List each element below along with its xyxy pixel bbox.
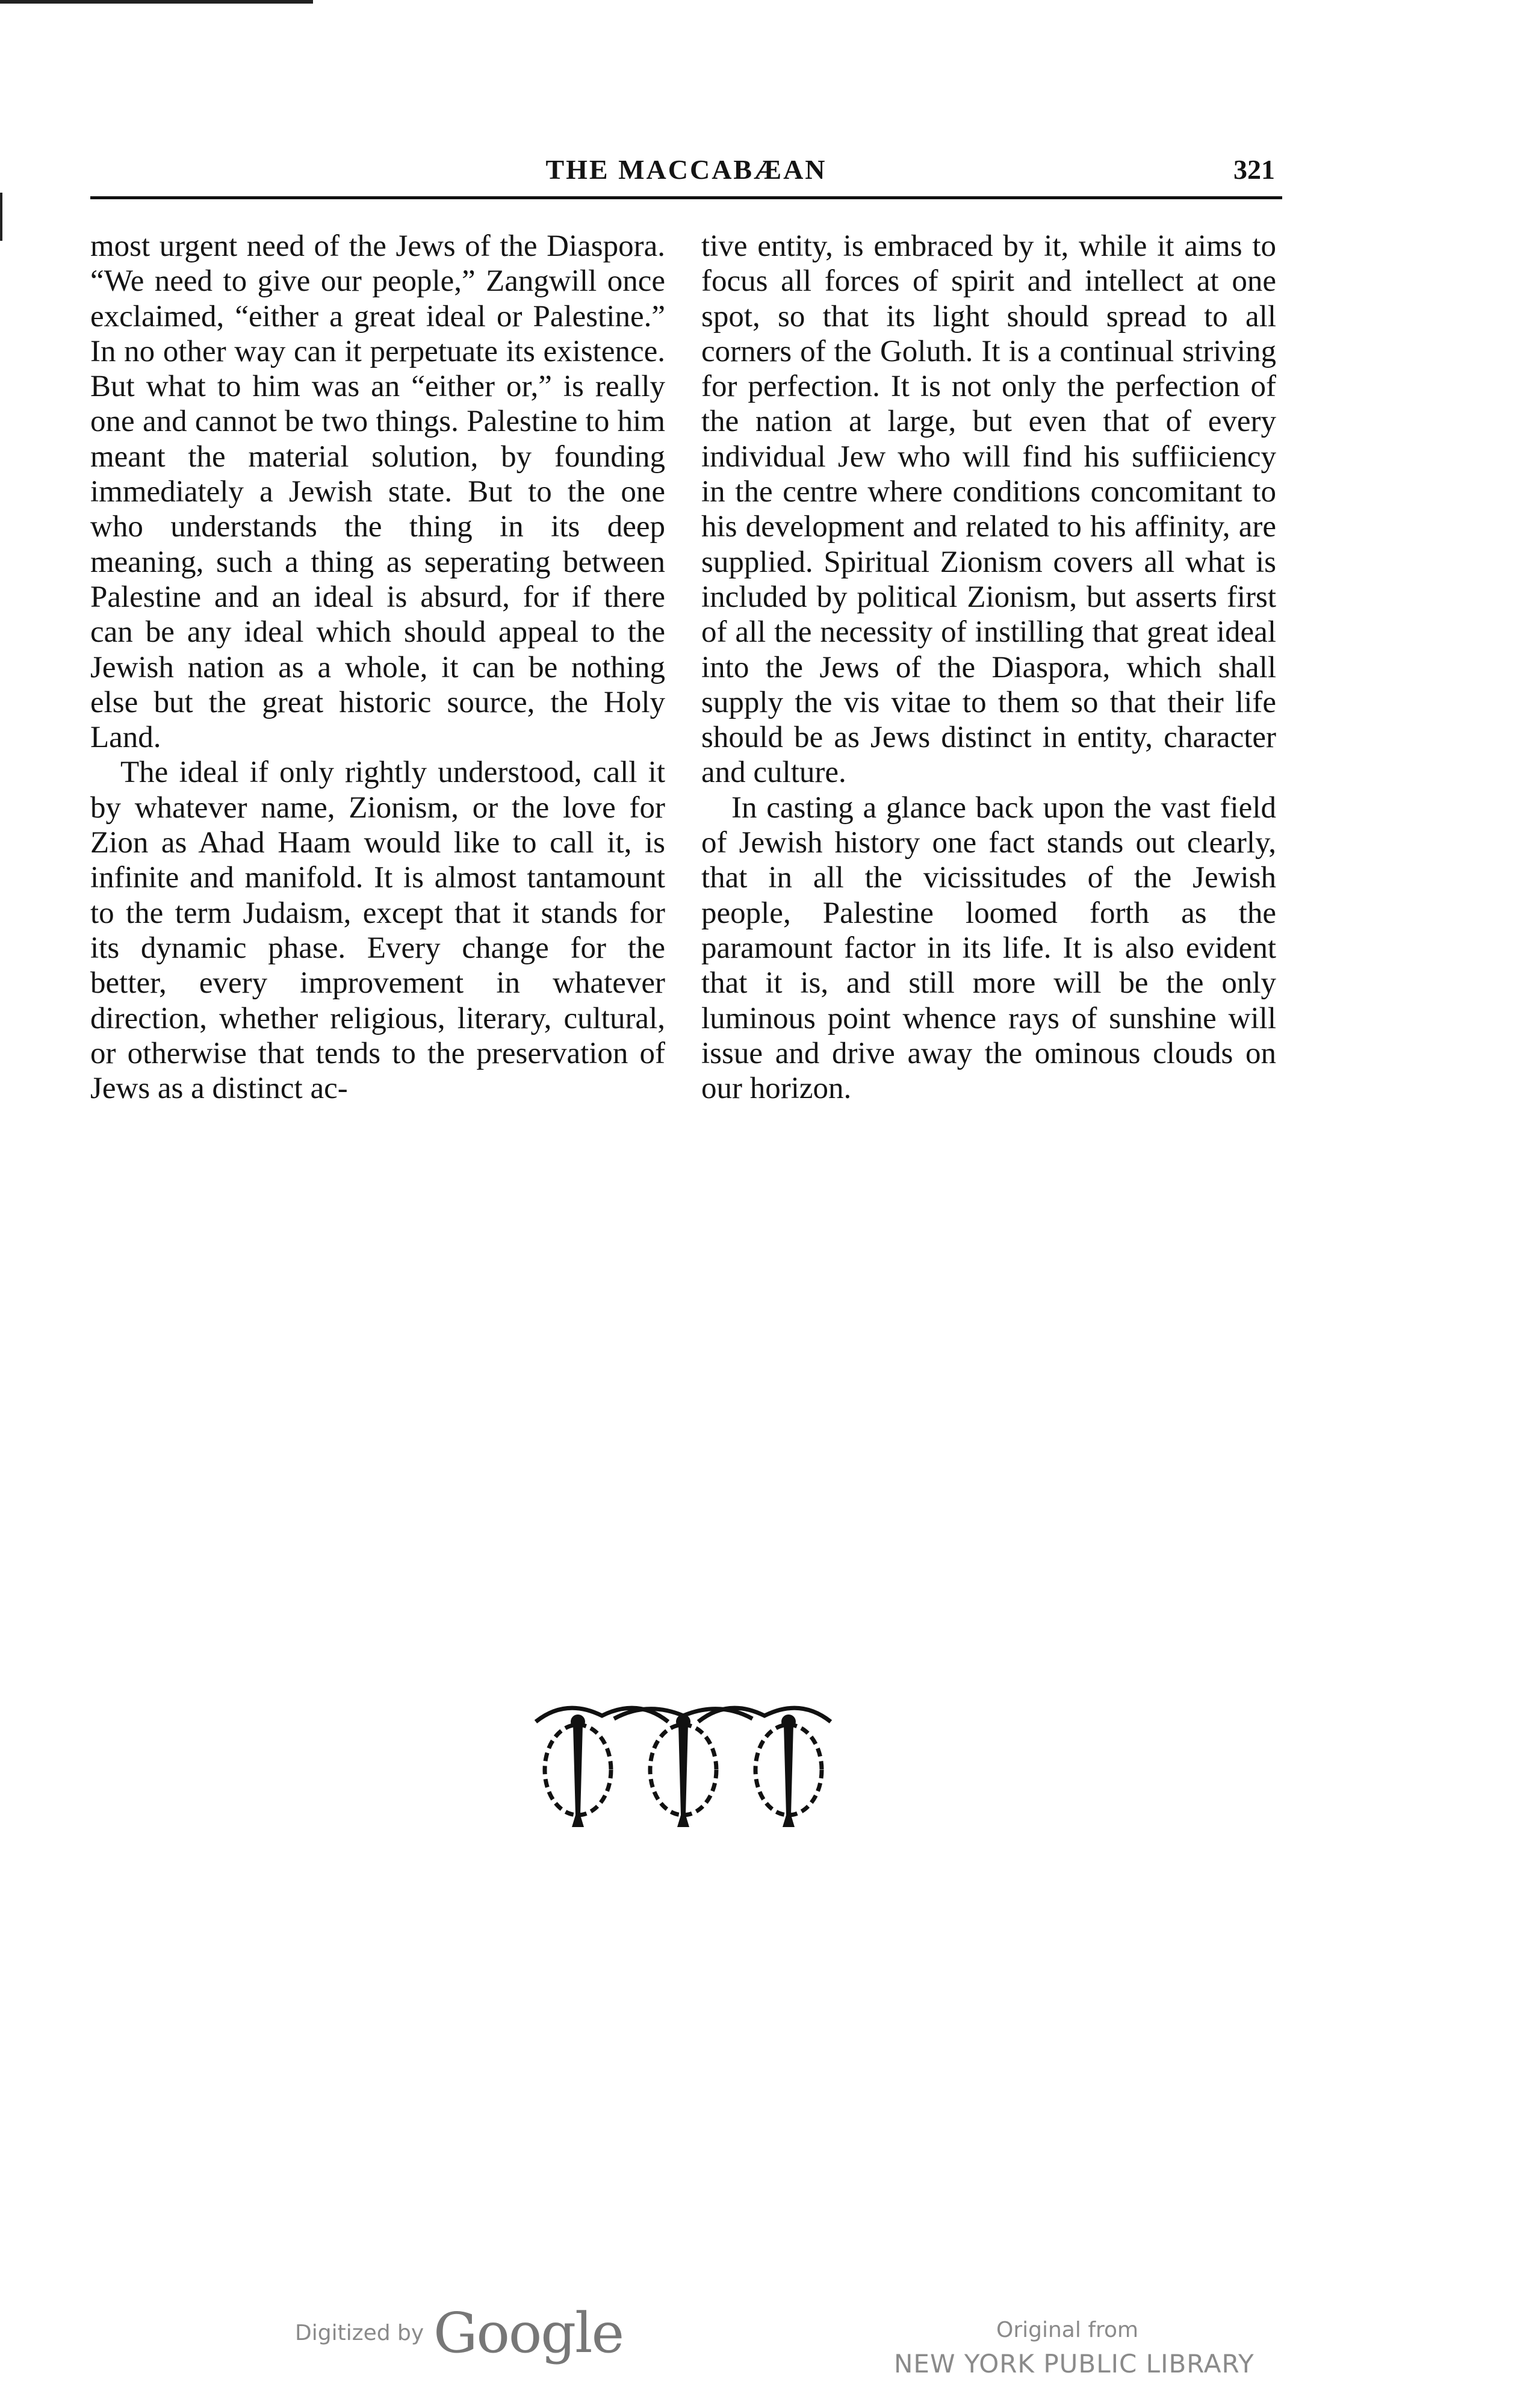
- right-paragraph-1: tive entity, is embraced by it, while it aims to focus all forces of spirit and intellect at one spot, so that its light should spread to all corners of the Goluth. It is a continual striving for perfection. It is not only the perfection of the nation at large, but even that of every individual Jew who will find his suffiiciency in the centre where conditions concomitant to his development and related to his affinity, are supplied. Spiritual Zionism covers all what is included by political Zionism, but asserts first of all the necessity of instilling that great ideal into the Jews of the Diaspora, which shall supply the vis vitae to them so that their life should be as Jews distinct in entity, character and culture.: [701, 229, 1276, 790]
- wreath-torch-ornament-icon: [524, 1698, 843, 1836]
- original-from-label: Original from: [996, 2318, 1139, 2342]
- right-column: [701, 229, 1276, 1106]
- library-name: NEW YORK PUBLIC LIBRARY: [894, 2349, 1255, 2379]
- journal-title: THE MACCABÆAN: [545, 154, 827, 185]
- left-column: [90, 229, 665, 1106]
- running-header: [90, 154, 1282, 190]
- digitized-by-label: Digitized by: [295, 2321, 424, 2345]
- page-number: 321: [1233, 154, 1275, 185]
- right-paragraph-2: In casting a glance back upon the vast field of Jewish history one fact stands out clearly, that in all the vicissitudes of the Jewish people, Palestine loomed forth as the paramount factor in its life. It is also evident that it is, and still more will be the only luminous point whence rays of sunshine will issue and drive away the ominous clouds on our horizon.: [701, 790, 1276, 1106]
- header-rule: [90, 196, 1282, 199]
- scan-top-rule: [0, 0, 313, 4]
- scan-left-edge: [0, 193, 2, 241]
- left-paragraph-2: The ideal if only rightly understood, call it by whatever name, Zionism, or the love for Zion as Ahad Haam would like to call it, is infinite and manifold. It is almost tantamount to the term Judaism, except that it stands for its dynamic phase. Every change for the better, every improvement in whatever direction, whether religious, literary, cultural, or otherwise that tends to the preservation of Jews as a distinct ac-: [90, 756, 665, 1106]
- left-paragraph-1: most urgent need of the Jews of the Diaspora. “We need to give our people,” Zangwill once exclaimed, “either a great ideal or Palestine.” In no other way can it perpetuate its existence. But what to him was an “either or,” is really one and cannot be two things. Palestine to him meant the material solution, by founding immediately a Jewish state. But to the one who understands the thing in its deep meaning, such a thing as seperating between Palestine and an ideal is absurd, for if there can be any ideal which should appeal to the Jewish nation as a whole, it can be nothing else but the great historic source, the Holy Land.: [90, 229, 665, 755]
- google-logo: Google: [433, 2301, 624, 2365]
